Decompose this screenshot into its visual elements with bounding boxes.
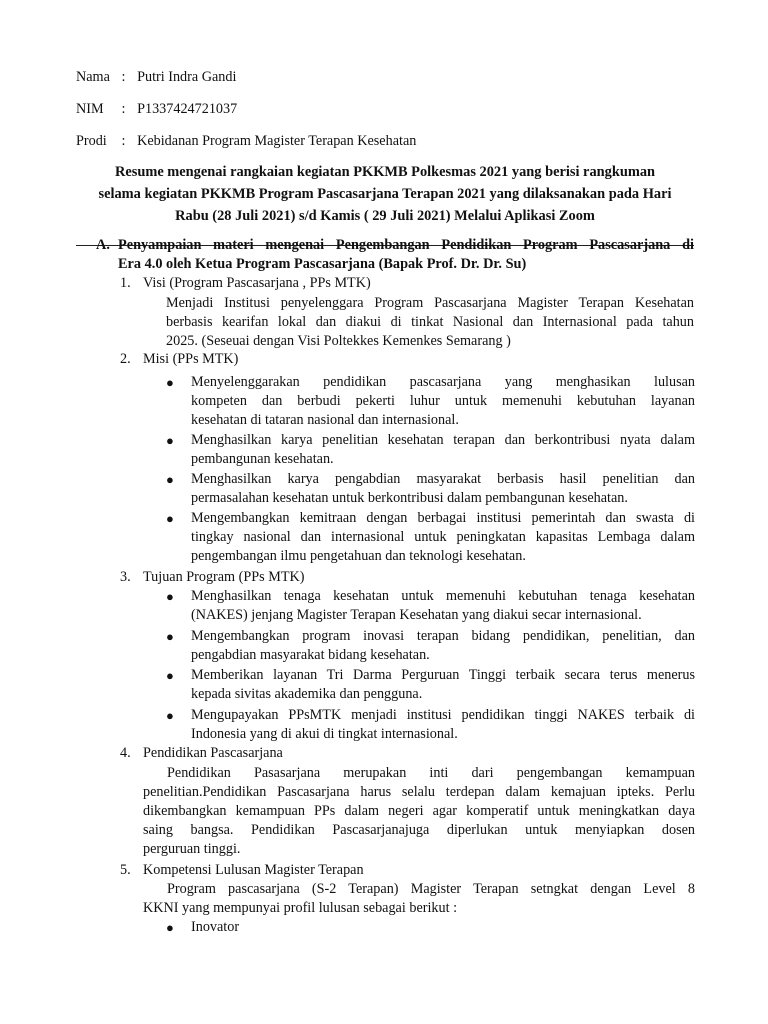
section-a-heading xyxy=(96,236,694,274)
nim-label: NIM xyxy=(76,101,104,117)
paragraph-line: Program pascasarjana (S-2 Terapan) Magister Terapan setngkat dengan Level 8 xyxy=(167,881,695,897)
pendidikan-paragraph xyxy=(143,764,695,859)
section-heading-line: Era 4.0 oleh Ketua Program Pascasarjana (Bapak Prof. Dr. Dr. Su) xyxy=(118,256,527,272)
item-tujuan xyxy=(120,568,304,587)
paragraph-line: Menjadi Institusi penyelenggara Program Pascasarjana Magister Terapan Kesehatan xyxy=(166,295,694,311)
bullet-icon: ● xyxy=(166,708,174,723)
bullet-icon: ● xyxy=(166,472,174,487)
nim-value: P1337424721037 xyxy=(137,101,238,117)
nim-separator: : xyxy=(121,101,126,117)
visi-paragraph xyxy=(166,294,694,351)
document-title xyxy=(76,161,694,227)
item-label: Tujuan Program (PPs MTK) xyxy=(143,569,305,585)
paragraph-line: berbasis kearifan lokal dan diakui di tinkat Nasional dan Internasional pada tahun xyxy=(166,314,694,330)
bullet-line: Menghasilkan karya pengabdian masyarakat berbasis hasil penelitian dan xyxy=(191,471,695,487)
bullet-icon: ● xyxy=(166,668,174,683)
bullet-line: Menyelenggarakan pendidikan pascasarjana yang menghasikan lulusan xyxy=(191,374,695,390)
bullet-line: Mengembangkan program inovasi terapan bidang pendidikan, penelitian, dan xyxy=(191,628,695,644)
section-heading-line: Penyampaian materi mengenai Pengembangan Pendidikan Program Pascasarjana di xyxy=(118,237,694,253)
item-number: 4. xyxy=(120,745,131,761)
nim-row xyxy=(76,99,237,119)
misi-bullet xyxy=(166,470,695,508)
prodi-value: Kebidanan Program Magister Terapan Kesehatan xyxy=(137,133,417,149)
nama-row xyxy=(76,67,236,87)
title-line: selama kegiatan PKKMB Program Pascasarjana Terapan 2021 yang dilaksanakan pada Hari xyxy=(98,186,672,202)
paragraph-line: 2025. (Seseuai dengan Visi Poltekkes Kemenkes Semarang ) xyxy=(166,333,511,349)
bullet-icon: ● xyxy=(166,920,174,935)
item-number: 5. xyxy=(120,862,131,878)
title-line: Resume mengenai rangkaian kegiatan PKKMB Polkesmas 2021 yang berisi rangkuman xyxy=(114,164,656,180)
bullet-line: Mengembangkan kemitraan dengan berbagai institusi pemerintah dan swasta di xyxy=(191,510,695,526)
kompetensi-paragraph xyxy=(143,880,695,918)
kompetensi-bullet xyxy=(166,918,695,937)
bullet-line: Mengupayakan PPsMTK menjadi institusi pendidikan tinggi NAKES terbaik di xyxy=(191,707,695,723)
bullet-line: tingkay nasional dan internasional untuk peningkatan kapasitas Lembaga dalam xyxy=(191,529,695,545)
item-kompetensi xyxy=(120,861,364,880)
bullet-line: permasalahan kesehatan untuk berkontribusi dalam pembangunan kesehatan. xyxy=(191,490,628,506)
prodi-label: Prodi xyxy=(76,133,107,149)
item-number: 3. xyxy=(120,569,131,585)
item-visi xyxy=(120,274,371,293)
nama-value: Putri Indra Gandi xyxy=(137,69,237,85)
item-misi xyxy=(120,350,238,369)
bullet-line: pengembangan ilmu pengetahuan dan teknologi kesehatan. xyxy=(191,548,526,564)
nama-label: Nama xyxy=(76,69,110,85)
bullet-line: pengabdian masyarakat bidang kesehatan. xyxy=(191,647,430,663)
item-number: 1. xyxy=(120,275,131,291)
paragraph-line: saing bangsa. Pendidikan Pascasarjanajuga diperlukan untuk menyiapkan dosen xyxy=(143,822,695,838)
bullet-line: kesehatan di tataran nasional dan internasional. xyxy=(191,412,459,428)
item-pendidikan xyxy=(120,744,283,763)
tujuan-bullet xyxy=(166,587,695,625)
misi-bullet xyxy=(166,373,695,430)
tujuan-bullet xyxy=(166,706,695,744)
bullet-line: pembangunan kesehatan. xyxy=(191,451,334,467)
bullet-icon: ● xyxy=(166,589,174,604)
tujuan-bullet xyxy=(166,666,695,704)
bullet-line: Indonesia yang di akui di tingkat internasional. xyxy=(191,726,458,742)
paragraph-line: perguruan tinggi. xyxy=(143,841,241,857)
nama-separator: : xyxy=(121,69,126,85)
bullet-line: Menghasilkan tenaga kesehatan untuk memenuhi kebutuhan tenaga kesehatan xyxy=(191,588,695,604)
paragraph-line: dikembangkan kemampuan PPs dalam negeri agar komperatif untuk meningkatkan daya xyxy=(143,803,695,819)
bullet-icon: ● xyxy=(166,511,174,526)
tujuan-bullet xyxy=(166,627,695,665)
item-label: Misi (PPs MTK) xyxy=(143,351,239,367)
bullet-line: Inovator xyxy=(191,919,240,935)
bullet-line: kepada sivitas akademika dan pengguna. xyxy=(191,686,423,702)
bullet-line: Menghasilkan karya penelitian kesehatan terapan dan berkontribusi nyata dalam xyxy=(191,432,695,448)
bullet-line: kompeten dan berbudi pekerti luhur untuk memenuhi kebutuhan layanan xyxy=(191,393,695,409)
misi-bullet xyxy=(166,509,695,566)
paragraph-line: KKNI yang mempunyai profil lulusan sebagai berikut : xyxy=(143,900,458,916)
bullet-line: Memberikan layanan Tri Darma Perguruan Tinggi terbaik secara terus menerus xyxy=(191,667,695,683)
bullet-icon: ● xyxy=(166,629,174,644)
paragraph-line: penelitian.Pendidikan Pascasarjana harus selalu terdepan dalam kemajuan ipteks. Perlu xyxy=(143,784,695,800)
bullet-icon: ● xyxy=(166,433,174,448)
section-letter: A. xyxy=(96,237,110,253)
prodi-row xyxy=(76,131,416,151)
title-line: Rabu (28 Juli 2021) s/d Kamis ( 29 Juli 2021) Melalui Aplikasi Zoom xyxy=(175,208,595,224)
bullet-line: (NAKES) jenjang Magister Terapan Kesehatan yang diakui secar internasional. xyxy=(191,607,642,623)
prodi-separator: : xyxy=(121,133,126,149)
bullet-icon: ● xyxy=(166,375,174,390)
misi-bullet xyxy=(166,431,695,469)
item-label: Kompetensi Lulusan Magister Terapan xyxy=(143,862,364,878)
paragraph-line: Pendidikan Pasasarjana merupakan inti dari pengembangan kemampuan xyxy=(167,765,695,781)
item-number: 2. xyxy=(120,351,131,367)
item-label: Visi (Program Pascasarjana , PPs MTK) xyxy=(143,275,371,291)
item-label: Pendidikan Pascasarjana xyxy=(143,745,283,761)
